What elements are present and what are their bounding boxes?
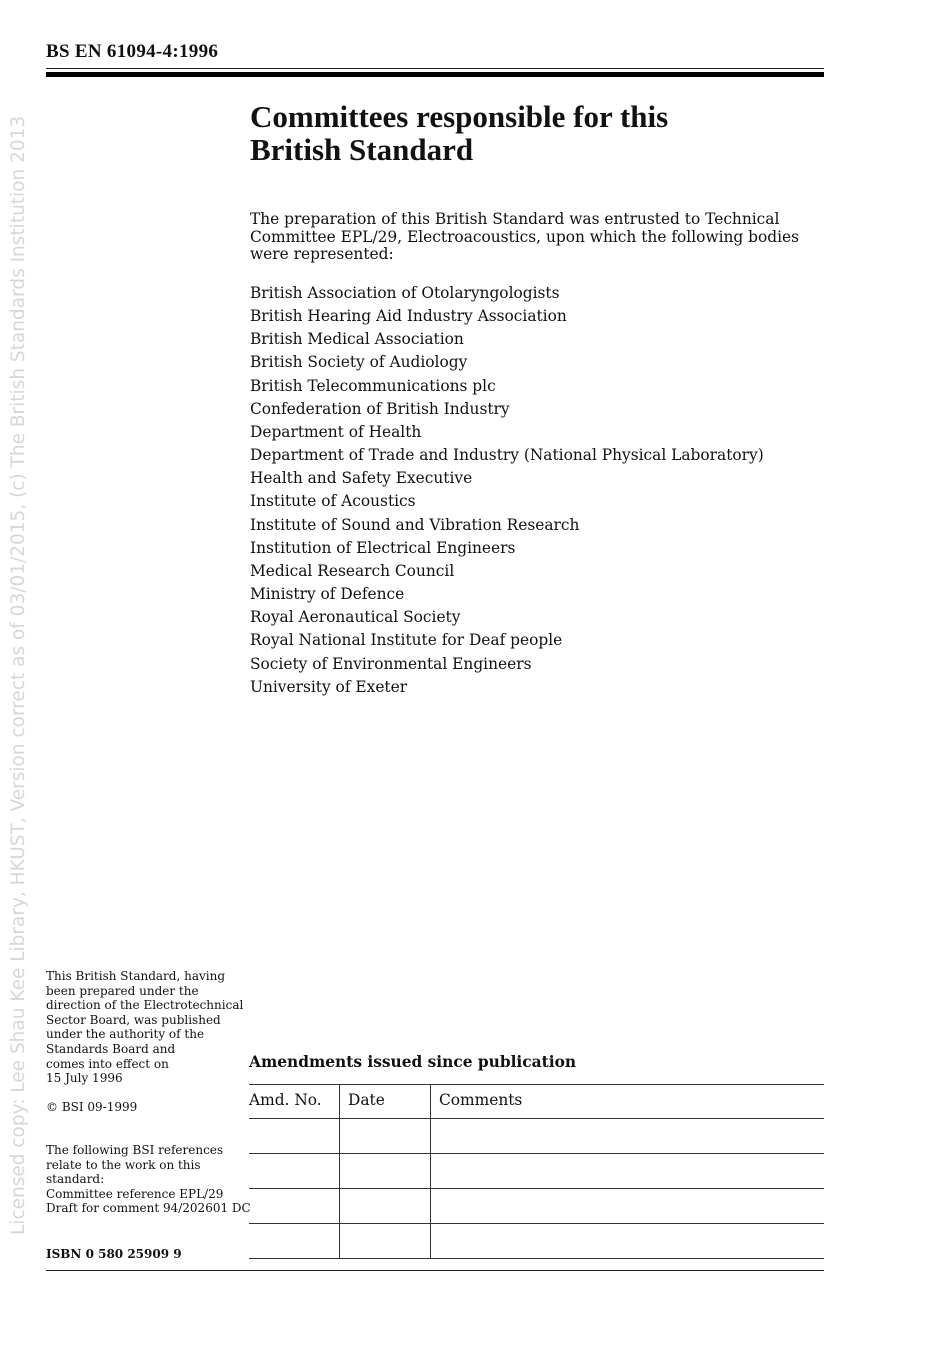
- publication-note-line: comes into effect on: [46, 1056, 169, 1071]
- bsi-references: [46, 1143, 251, 1216]
- table-header-row: [249, 1084, 824, 1119]
- list-item: Department of Health: [250, 422, 422, 441]
- page-title: [250, 100, 668, 166]
- list-item: Royal Aeronautical Society: [250, 608, 461, 627]
- isbn: ISBN 0 580 25909 9: [46, 1247, 182, 1261]
- list-item: British Medical Association: [250, 330, 464, 349]
- list-item: British Society of Audiology: [250, 353, 468, 372]
- list-item: Institute of Sound and Vibration Research: [250, 515, 580, 534]
- publication-note: [46, 969, 243, 1086]
- list-item: Medical Research Council: [250, 561, 455, 580]
- reference-line: standard:: [46, 1172, 105, 1187]
- list-item: Society of Environmental Engineers: [250, 654, 532, 673]
- table-cell: [430, 1224, 824, 1258]
- publication-note-line: Sector Board, was published: [46, 1012, 221, 1027]
- list-item: Ministry of Defence: [250, 585, 405, 604]
- table-row: [249, 1189, 824, 1224]
- represented-bodies-list: [250, 282, 764, 699]
- publication-note-line: This British Standard, having: [46, 969, 226, 983]
- list-item: Institute of Acoustics: [250, 492, 416, 511]
- list-item: University of Exeter: [250, 677, 408, 696]
- list-item: Institution of Electrical Engineers: [250, 538, 516, 557]
- table-cell: [249, 1189, 339, 1223]
- copyright-note: © BSI 09-1999: [46, 1100, 138, 1114]
- table-row: [249, 1119, 824, 1154]
- reference-line: Committee reference EPL/29: [46, 1186, 224, 1201]
- table-cell: [249, 1224, 339, 1258]
- intro-paragraph: The preparation of this British Standard was entrusted to Technical Committee EPL/29, Electroacoustics, upon which the following bodies were represented:: [250, 210, 800, 263]
- reference-line: relate to the work on this: [46, 1157, 201, 1172]
- list-item: Health and Safety Executive: [250, 469, 473, 488]
- table-cell: [249, 1154, 339, 1188]
- header-rule-thick: [46, 72, 824, 77]
- footer-rule: [46, 1270, 824, 1271]
- publication-note-line: Standards Board and: [46, 1041, 176, 1056]
- list-item: Royal National Institute for Deaf people: [250, 631, 563, 650]
- list-item: Department of Trade and Industry (National Physical Laboratory): [250, 446, 764, 465]
- table-row: [249, 1154, 824, 1189]
- document-code: BS EN 61094-4:1996: [46, 41, 219, 62]
- reference-line: Draft for comment 94/202601 DC: [46, 1201, 251, 1216]
- publication-note-line: 15 July 1996: [46, 1071, 123, 1086]
- table-cell: [430, 1119, 824, 1153]
- table-cell: [339, 1189, 430, 1223]
- reference-line: The following BSI references: [46, 1143, 224, 1157]
- table-row: [249, 1224, 824, 1259]
- list-item: British Telecommunications plc: [250, 376, 496, 395]
- list-item: Confederation of British Industry: [250, 399, 510, 418]
- amendments-table: [249, 1084, 824, 1259]
- table-cell: [249, 1119, 339, 1153]
- publication-note-line: been prepared under the: [46, 983, 199, 998]
- table-cell: [339, 1119, 430, 1153]
- table-cell: [339, 1224, 430, 1258]
- list-item: British Association of Otolaryngologists: [250, 284, 560, 302]
- license-watermark: Licensed copy: Lee Shau Kee Library, HKUST, Version correct as of 03/01/2015, (c) The British Standards Institution 2013: [8, 115, 29, 1235]
- list-item: British Hearing Aid Industry Association: [250, 307, 567, 326]
- table-cell: [430, 1189, 824, 1223]
- publication-note-line: direction of the Electrotechnical: [46, 998, 244, 1013]
- table-cell: [430, 1154, 824, 1188]
- publication-note-line: under the authority of the: [46, 1027, 205, 1042]
- column-header-date: Date: [339, 1085, 430, 1118]
- page-title-line-2: British Standard: [250, 132, 474, 167]
- header-rule-thin: [46, 68, 824, 69]
- column-header-comments: Comments: [430, 1085, 824, 1118]
- page-title-line-1: Committees responsible for this: [250, 99, 669, 134]
- column-header-amd-no: Amd. No.: [249, 1091, 322, 1109]
- amendments-title: Amendments issued since publication: [249, 1053, 577, 1071]
- table-cell: [339, 1154, 430, 1188]
